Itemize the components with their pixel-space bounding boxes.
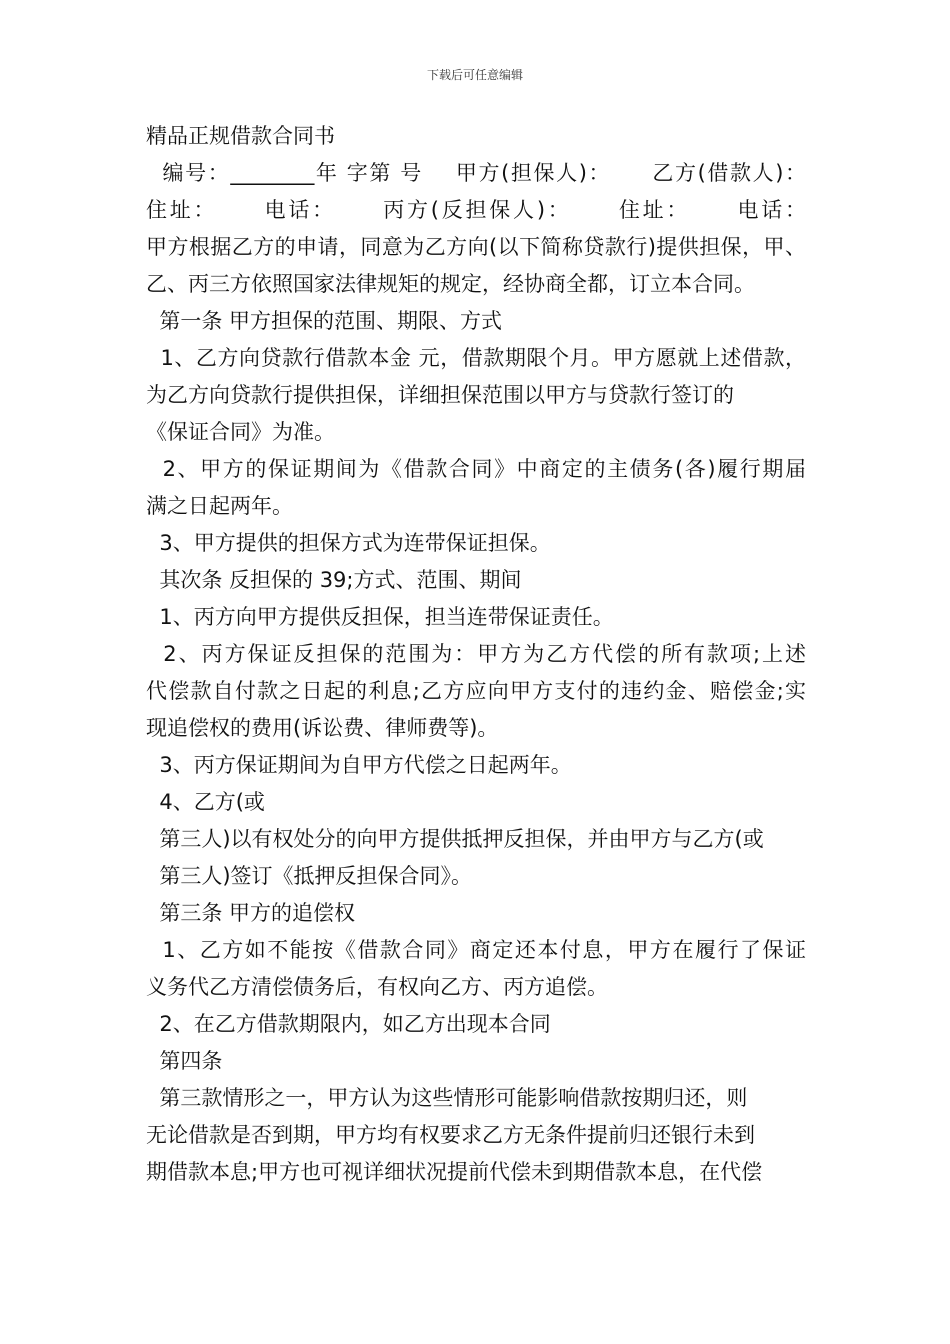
text-line: 第三款情形之一，甲方认为这些情形可能影响借款按期归还，则 [146,1086,748,1110]
text-line: 期借款本息;甲方也可视详细状况提前代偿未到期借款本息，在代偿 [146,1160,763,1184]
text-line: 1、丙方向甲方提供反担保，担当连带保证责任。 [146,605,614,629]
text-line: 为乙方向贷款行提供担保，详细担保范围以甲方与贷款行签订的 [146,383,734,407]
text-line: 2、在乙方借款期限内，如乙方出现本合同 [146,1012,551,1036]
text-line: 3、丙方保证期间为自甲方代偿之日起两年。 [146,753,572,777]
text-line: 1、乙方向贷款行借款本金 元，借款期限个月。甲方愿就上述借款， [146,346,806,370]
text-line: 无论借款是否到期，甲方均有权要求乙方无条件提前归还银行未到 [146,1123,755,1147]
text-line: 现追偿权的费用(诉讼费、律师费等)。 [146,716,499,740]
text-line: 4、乙方(或 [146,790,265,814]
page-header: 下载后可任意编辑 [426,68,523,82]
text-line: 第三人)以有权处分的向甲方提供抵押反担保，并由甲方与乙方(或 [146,827,764,851]
text-line: 满之日起两年。 [146,494,293,518]
text-line: 甲方根据乙方的申请，同意为乙方向(以下简称贷款行)提供担保，甲、 [146,235,806,259]
text-line: 2、甲方的保证期间为《借款合同》中商定的主债务(各)履行期届 [146,457,806,481]
text-line: 2、丙方保证反担保的范围为：甲方为乙方代偿的所有款项;上述 [146,642,806,666]
section-heading: 其次条 反担保的 39;方式、范围、期间 [146,568,522,592]
text-line: 住址： 电话： 丙方(反担保人)： 住址： 电话： [146,198,806,222]
text-line: 3、甲方提供的担保方式为连带保证担保。 [146,531,551,555]
section-heading: 第一条 甲方担保的范围、期限、方式 [146,309,503,333]
text-line: 第三人)签订《抵押反担保合同》。 [146,864,473,888]
section-heading: 第三条 甲方的追偿权 [146,901,356,925]
text-line: 1、乙方如不能按《借款合同》商定还本付息，甲方在履行了保证 [146,938,806,962]
text-line: 编号：________年 字第 号 甲方(担保人)： 乙方(借款人)： [146,161,806,185]
text-line: 义务代乙方清偿债务后，有权向乙方、丙方追偿。 [146,975,608,999]
text-line: 乙、丙三方依照国家法律规矩的规定，经协商全都，订立本合同。 [146,272,755,296]
section-heading: 第四条 [146,1049,223,1073]
document-title: 精品正规借款合同书 [146,124,335,148]
text-line: 代偿款自付款之日起的利息;乙方应向甲方支付的违约金、赔偿金;实 [146,679,806,703]
text-line: 《保证合同》为准。 [146,420,335,444]
